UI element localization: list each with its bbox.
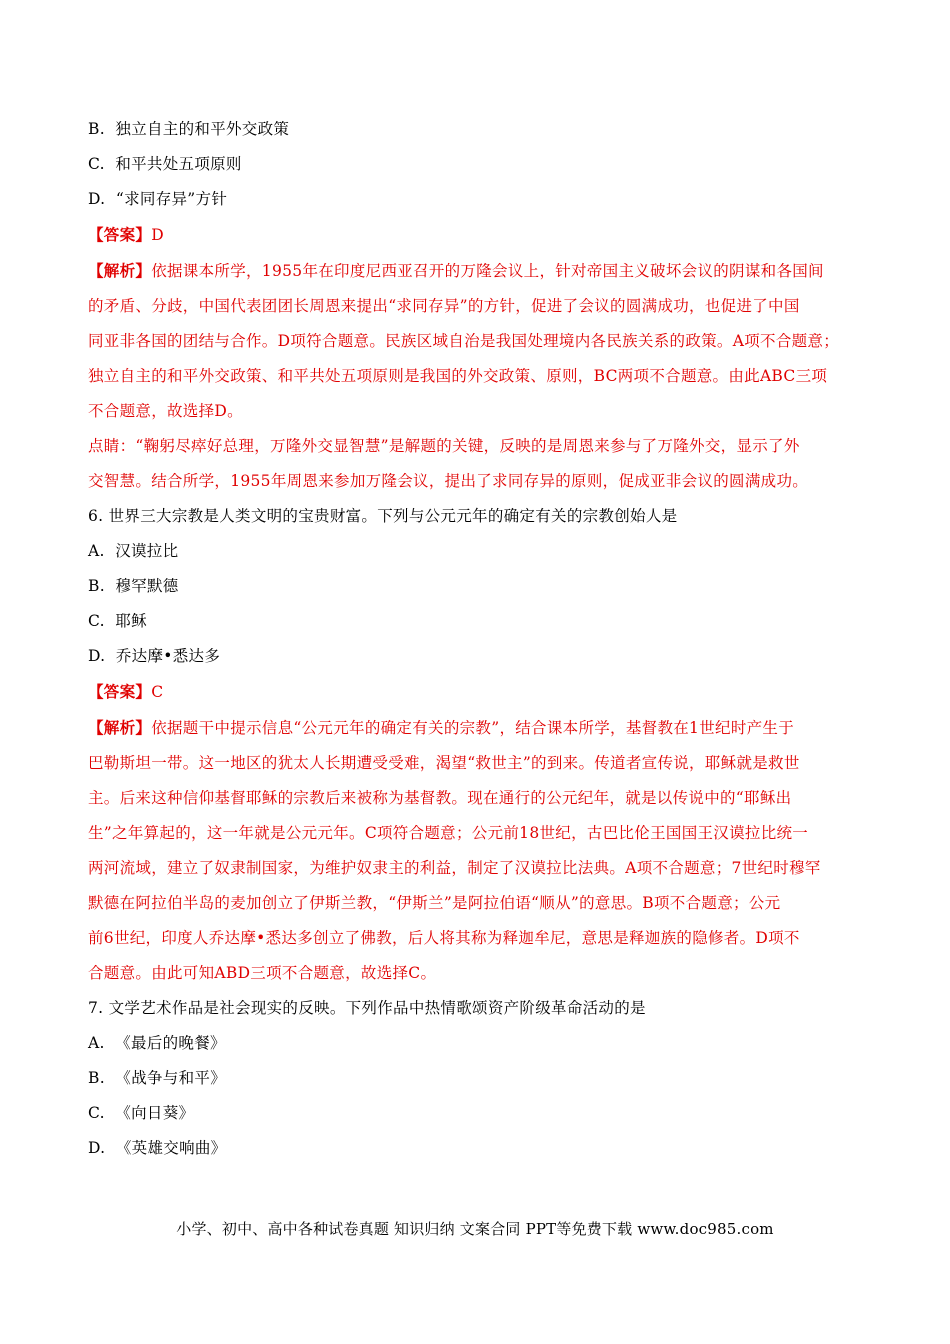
q5-analysis-line-3: 同亚非各国的团结与合作。D项符合题意。民族区域自治是我国处理境内各民族关系的政策。A项不合题意； (88, 332, 840, 350)
q6-analysis-line-8: 合题意。由此可知ABD三项不合题意，故选择C。 (88, 964, 437, 982)
q7-stem: 7. 文学艺术作品是社会现实的反映。下列作品中热情歌颂资产阶级革命活动的是 (88, 999, 646, 1017)
q6-option-d: D. 乔达摩•悉达多 (88, 647, 221, 665)
page-content (88, 112, 868, 1166)
q6-analysis-line-3: 主。后来这种信仰基督耶稣的宗教后来被称为基督教。现在通行的公元纪年，就是以传说中的“耶稣出 (88, 789, 792, 807)
q6-option-c: C. 耶稣 (88, 612, 147, 630)
q6-stem: 6. 世界三大宗教是人类文明的宝贵财富。下列与公元元年的确定有关的宗教创始人是 (88, 507, 678, 525)
q6-analysis-line-1: 【解析】依据题干中提示信息“公元元年的确定有关的宗教”，结合课本所学，基督教在1世纪时产生于 (88, 718, 795, 737)
q5-analysis-line-1: 【解析】依据课本所学，1955年在印度尼西亚召开的万隆会议上，针对帝国主义破坏会议的阴谋和各国间 (88, 261, 824, 280)
q7-option-a: A. 《最后的晚餐》 (88, 1034, 226, 1052)
q7-option-c: C. 《向日葵》 (88, 1104, 195, 1122)
q6-option-b: B. 穆罕默德 (88, 577, 179, 595)
q5-comment-line-1: 点睛：“鞠躬尽瘁好总理，万隆外交显智慧”是解题的关键，反映的是周恩来参与了万隆外交，显示了外 (88, 437, 800, 455)
q5-option-d: D. “求同存异”方针 (88, 190, 228, 208)
q6-analysis-line-2: 巴勒斯坦一带。这一地区的犹太人长期遭受受难，渴望“救世主”的到来。传道者宣传说，耶稣就是救世 (88, 754, 800, 772)
q6-analysis-line-7: 前6世纪，印度人乔达摩•悉达多创立了佛教，后人将其称为释迦牟尼，意思是释迦族的隐修者。D项不 (88, 929, 800, 947)
q6-option-a: A. 汉谟拉比 (88, 542, 179, 560)
q5-option-c: C. 和平共处五项原则 (88, 155, 242, 173)
q6-analysis-line-4: 生”之年算起的，这一年就是公元元年。C项符合题意；公元前18世纪，古巴比伦王国国王汉谟拉比统一 (88, 824, 809, 842)
q5-analysis-line-2: 的矛盾、分歧，中国代表团团长周恩来提出“求同存异”的方针，促进了会议的圆满成功，也促进了中国 (88, 297, 800, 315)
q6-analysis-line-5: 两河流域，建立了奴隶制国家，为维护奴隶主的利益，制定了汉谟拉比法典。A项不合题意；7世纪时穆罕 (88, 859, 821, 877)
q5-analysis-line-4: 独立自主的和平外交政策、和平共处五项原则是我国的外交政策、原则，BC两项不合题意。由此ABC三项 (88, 367, 828, 385)
q6-answer: 【答案】C (88, 682, 164, 701)
q7-option-d: D. 《英雄交响曲》 (88, 1139, 227, 1157)
q5-analysis-line-5: 不合题意，故选择D。 (88, 402, 243, 420)
q7-option-b: B. 《战争与和平》 (88, 1069, 226, 1087)
q5-answer: 【答案】D (88, 225, 164, 244)
q6-analysis-line-6: 默德在阿拉伯半岛的麦加创立了伊斯兰教，“伊斯兰”是阿拉伯语“顺从”的意思。B项不合题意；公元 (88, 894, 781, 912)
q5-comment-line-2: 交智慧。结合所学，1955年周恩来参加万隆会议，提出了求同存异的原则，促成亚非会议的圆满成功。 (88, 472, 809, 490)
page-footer: 小学、初中、高中各种试卷真题 知识归纳 文案合同 PPT等免费下载 www.doc985.com (176, 1220, 774, 1238)
q5-option-b: B. 独立自主的和平外交政策 (88, 120, 290, 138)
